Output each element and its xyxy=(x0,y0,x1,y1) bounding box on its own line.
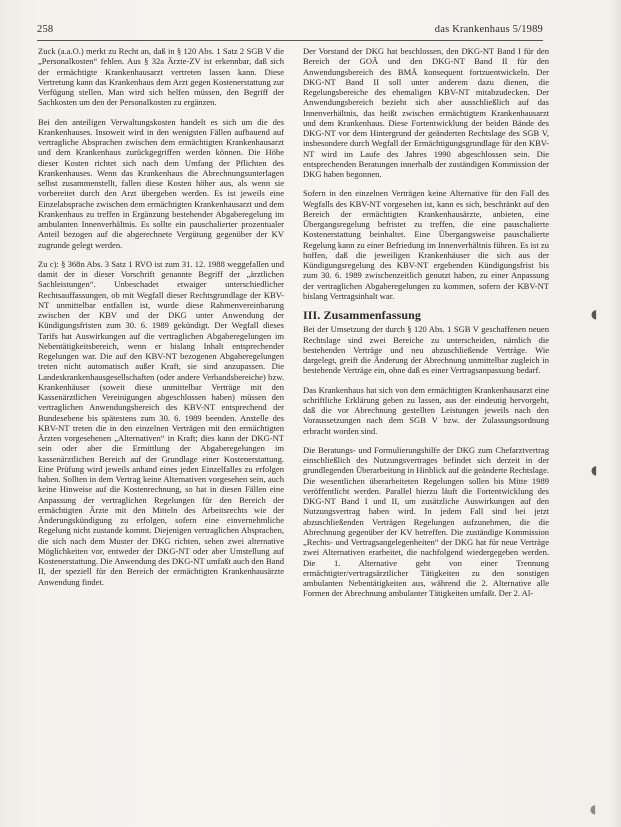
page-edge-shadow xyxy=(611,0,621,827)
left-paragraph-1: Zuck (a.a.O.) merkt zu Recht an, daß in § 120 Abs. 1 Satz 2 SGB V die „Personalkosten“ fehlen. Aus § 32a Ärzte-ZV ist erkennbar, daß sich der ermächtigte Krankenhausarzt vertreten lassen kann. Diese Vertretung kann das Krankenhaus dem Arzt gegen Kostenerstattung zur Verfügung stellen. Man wird sich helfen müssen, den Begriff der Sachkosten um den der Personalkosten zu ergänzen. xyxy=(38,46,284,108)
punch-hole-icon: ◖ xyxy=(591,307,598,321)
journal-title: das Krankenhaus 5/1989 xyxy=(434,24,543,35)
punch-hole-icon: ◖ xyxy=(590,802,597,816)
left-column xyxy=(38,46,284,596)
right-paragraph-5: Die Beratungs- und Formulierungshilfe der DKG zum Chefarztvertrag einschließlich des Nutzungsvertrages befindet sich derzeit in der grundlegenden Überarbeitung in Hinblick auf die geänderte Rechtslage. Die wesentlichen überarbeiteten Regelungen sollen bis Mitte 1989 veröffentlicht werden. Parallel hierzu läuft die Fortentwicklung des DKG-NT Band I und II, um zusätzliche Auswirkungen auf den Nutzungsvertrag haben wird. In jedem Fall sind bei jetzt abzuschließenden Verträgen Regelungen aufzunehmen, die die Abrechnung gegenüber der KV betreffen. Die zuständige Kommission „Rechts- und Vertragsangelegenheiten“ der DKG hat für neue Verträge zwei Alternativen erarbeitet, die nachfolgend wiedergegeben werden. Die 1. Alternative geht von einer Trennung ermächtigter/vertragsärztlicher Tätigkeiten zu den sonstigen ambulanten Nebentätigkeiten aus, während die 2. Alternative alle Formen der Abrechnung ambulanter Tätigkeiten umfaßt. Der 2. Al- xyxy=(303,444,549,599)
right-paragraph-3: Bei der Umsetzung der durch § 120 Abs. 1 SGB V geschaffenen neuen Rechtslage sind zwei Bereiche zu unterscheiden, nämlich die bestehenden Verträge und neu abzuschließende Verträge. Wie dargelegt, greift die Änderung der Abrechnung unmittelbar zugleich in bestehende Verträge ein, ohne daß es einer Vertragsanpassung bedarf. xyxy=(303,324,549,376)
right-paragraph-2: Sofern in den einzelnen Verträgen keine Alternative für den Fall des Wegfalls des KBV-NT vorgesehen ist, kann es sich, beschränkt auf den Bereich der ermächtigten Krankenhausärzte, anbieten, eine Übergangsregelung befristet zu treffen, die eine pauschalierte Kostenerstattung beinhaltet. Eine Übergangsweise pauschalierte Regelung kann zu einer Befriedung im Innenverhältnis führen. Es ist zu hoffen, daß die jeweiligen Krankenhäuser die sich aus der Kündigungsregelung des KBV-NT ergebenden Kündigungsfrist bis zum 30. 6. 1989 zwischenzeitlich genutzt haben, zu einer Anpassung der vertraglichen Abgaberegelungen zu kommen, sofern der KBV-NT bislang Vertragsinhalt war. xyxy=(303,188,549,301)
left-paragraph-2: Bei den anteiligen Verwaltungskosten handelt es sich um die des Krankenhauses. Insoweit wird in den wenigsten Fällen aufbauend auf vertragliche Absprachen zwischen dem ermächtigten Krankenhausarzt und dem Krankenhaus zurückgegriffen werden können. Die Höhe dieser Kosten richtet sich nach dem Umfang der Pflichten des Krankenhauses. Wenn das Krankenhaus die Abrechnungsunterlagen selbst zusammenstellt, fallen diese Kosten höher aus, als wenn sie vorbereitet durch den Arzt übergeben werden. Es ist jeweils eine Einzelabsprache zwischen dem ermächtigten Krankenhausarzt und dem Krankenhaus zu treffen in Ergänzung bestehender Abgaberegelung im ambulanten Innenverhältnis. Es sollte ein pauschalierter prozentualer Anteil bezogen auf die abgerechnete Vergütung gegenüber der KV zugrunde gelegt werden. xyxy=(38,116,284,250)
header-rule xyxy=(37,40,543,41)
right-paragraph-1: Der Vorstand der DKG hat beschlossen, den DKG-NT Band I für den Bereich der GOÄ und den DKG-NT Band II für den Anwendungsbereich des BMÄ konsequent fortzuentwickeln. Der DKG-NT Band II soll unter anderem dazu dienen, die Regelungsbereiche des ehemaligen KBV-NT mitabzudecken. Der Anwendungsbereich bezieht sich aber ausschließlich auf das Innenverhältnis, das heißt zwischen ermächtigtem Krankenhausarzt und dem Krankenhaus. Diese Fortentwicklung der beiden Bände des DKG-NT vor dem Hintergrund der geänderten Rechtslage des SGB V, insbesondere durch Wegfall der Ermächtigungsgrundlage für den KBV-NT wird im Laufe des Jahres 1990 abgeschlossen sein. Die entsprechenden Beratungen innerhalb der zuständigen Kommission der DKG haben begonnen. xyxy=(303,46,549,179)
section-heading: III. Zusammenfassung xyxy=(303,308,422,322)
right-paragraph-4: Das Krankenhaus hat sich von dem ermächtigten Krankenhausarzt eine schriftliche Erklärung geben zu lassen, aus der eindeutig hervorgeht, daß die vor Abrechnung gestellten Leistungen jeweils nach den Voraussetzungen nach dem SGB V bzw. der Zulassungsordnung erbracht worden sind. xyxy=(303,384,549,436)
page-number: 258 xyxy=(37,24,54,35)
punch-hole-icon: ◖ xyxy=(591,463,598,477)
left-paragraph-3: Zu c): § 368n Abs. 3 Satz 1 RVO ist zum 31. 12. 1988 weggefallen und damit der in dieser Vorschrift genannte Begriff der „ärztlichen Sachleistungen“. Unbeschadet etwaiger unterschiedlicher Rechtsauffassungen, ob mit Wegfall dieser Rechtsgrundlage der KBV-NT unmittelbar entfallen ist, wurde diese Rahmenvereinbarung zwischen der KBV und der DKG unter Anwendung der Kündigungsfristen zum 30. 6. 1989 gekündigt. Der Wegfall dieses Tarifs hat Auswirkungen auf die vertraglichen Abgaberegelungen im Nebentätigkeitsbereich, wenn er bislang Inhalt entsprechender Regelungen war. Die auf den KBV-NT bezogenen Abgaberegelungen treten nicht automatisch außer Kraft, sie sind anzupassen. Die Landeskrankenhausgesellschaften (oder andere Verbandsbereiche) bzw. Krankenhäuser (soweit diese unmittelbar Verträge mit den Kassenärztlichen Vereinigungen abgeschlossen haben) müssen den vertraglichen Anwendungsbereich des KBV-NT entsprechend der Bundesebene bis spätestens zum 30. 6. 1989 beenden. Anstelle des KBV-NT treten die in den einzelnen Verträgen mit den ermächtigten Ärzten vorgesehenen „Alternativen“ in Kraft; dies kann der DKG-NT sein oder aber die Ermittlung der Abgaberegelungen im kassenärztlichen Bereich auf der Grundlage einer Kostenerstattung. Eine Prüfung wird jeweils anhand eines jeden Einzelfalles zu erfolgen haben. Sollten in dem Vertrag keine Alternativen vorgesehen sein, auch keine Hinweise auf die Kostenrechnung, so hat in diesen Fällen eine Anpassung der vertraglichen Regelungen für den Bereich der ermächtigten Ärzte mit den Mitteln des Arbeitsrechts wie der Änderungskündigung zu erfolgen, sofern eine einvernehmliche Regelung nicht zustande kommt. Diejenigen vertraglichen Absprachen, die sich nach dem Muster der DKG richten, sehen zwei alternative Möglichkeiten vor, entweder der DKG-NT oder aber Umstellung auf Kostenerstattung. Die Anwendung des DKG-NT umfaßt auch den Band II, der speziell für den Bereich der ermächtigten Krankenhausärzte Anwendung findet. xyxy=(38,258,284,587)
right-column xyxy=(303,46,549,608)
